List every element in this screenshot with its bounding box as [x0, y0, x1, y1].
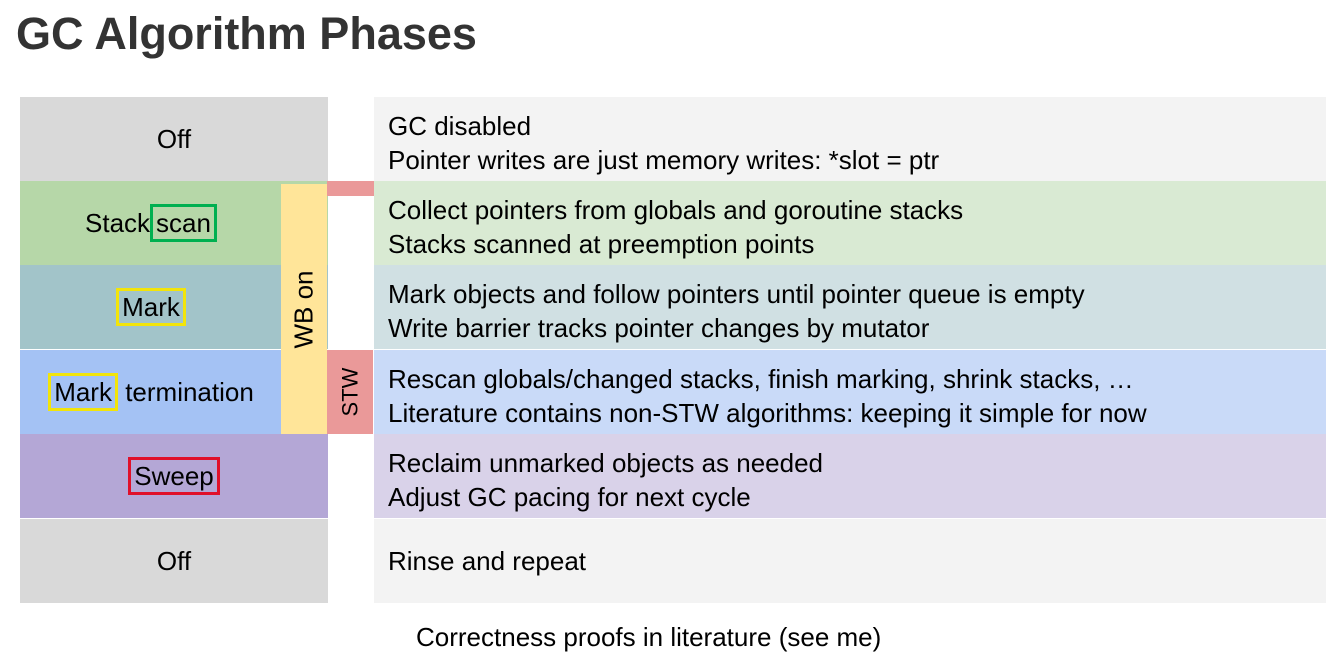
- phase-sweep-description: [374, 434, 1326, 518]
- phase-label-highlight-red: Sweep: [128, 457, 220, 495]
- write-barrier-label: WB on: [288, 269, 319, 349]
- phase-off-end-description: [374, 519, 1326, 603]
- phase-label-highlight-green: scan: [150, 204, 217, 242]
- description-line: Literature contains non-STW algorithms: keeping it simple for now: [388, 398, 1147, 428]
- description-line: Reclaim unmarked objects as needed: [388, 448, 824, 478]
- phase-mark-termination-description: [374, 350, 1326, 434]
- phase-off-start: [20, 97, 328, 181]
- phase-label: Off: [156, 546, 192, 576]
- description-line: Adjust GC pacing for next cycle: [388, 482, 751, 512]
- phase-off-start-description: [374, 97, 1326, 181]
- description-line: Write barrier tracks pointer changes by mutator: [388, 313, 930, 343]
- phase-sweep: [20, 434, 328, 518]
- phase-label-suffix: termination: [117, 376, 254, 407]
- description-line: Rinse and repeat: [388, 546, 587, 576]
- phase-label: Off: [156, 124, 192, 154]
- description-line: Mark objects and follow pointers until pointer queue is empty: [388, 279, 1085, 309]
- phase-mark-description: [374, 265, 1326, 349]
- stw-marker-stack-scan: [327, 181, 374, 196]
- description-line: GC disabled: [388, 111, 532, 141]
- description-line: Collect pointers from globals and goroutine stacks: [388, 195, 964, 225]
- description-line: Stacks scanned at preemption points: [388, 229, 815, 259]
- phase-label-highlight-yellow: Mark: [116, 288, 186, 326]
- footer-note: Correctness proofs in literature (see me): [416, 622, 882, 652]
- phase-label-highlight-yellow: Mark: [48, 373, 118, 411]
- phase-stack-scan-description: [374, 181, 1326, 265]
- phase-label-prefix: Stack: [85, 207, 151, 238]
- phase-off-end: [20, 519, 328, 603]
- stw-label: STW: [337, 367, 363, 417]
- description-line: Rescan globals/changed stacks, finish marking, shrink stacks, …: [388, 364, 1134, 394]
- write-barrier-bar: [281, 184, 327, 434]
- description-line: Pointer writes are just memory writes: *slot = ptr: [388, 145, 940, 175]
- stw-bar: [327, 350, 373, 434]
- page-title: GC Algorithm Phases: [16, 8, 477, 59]
